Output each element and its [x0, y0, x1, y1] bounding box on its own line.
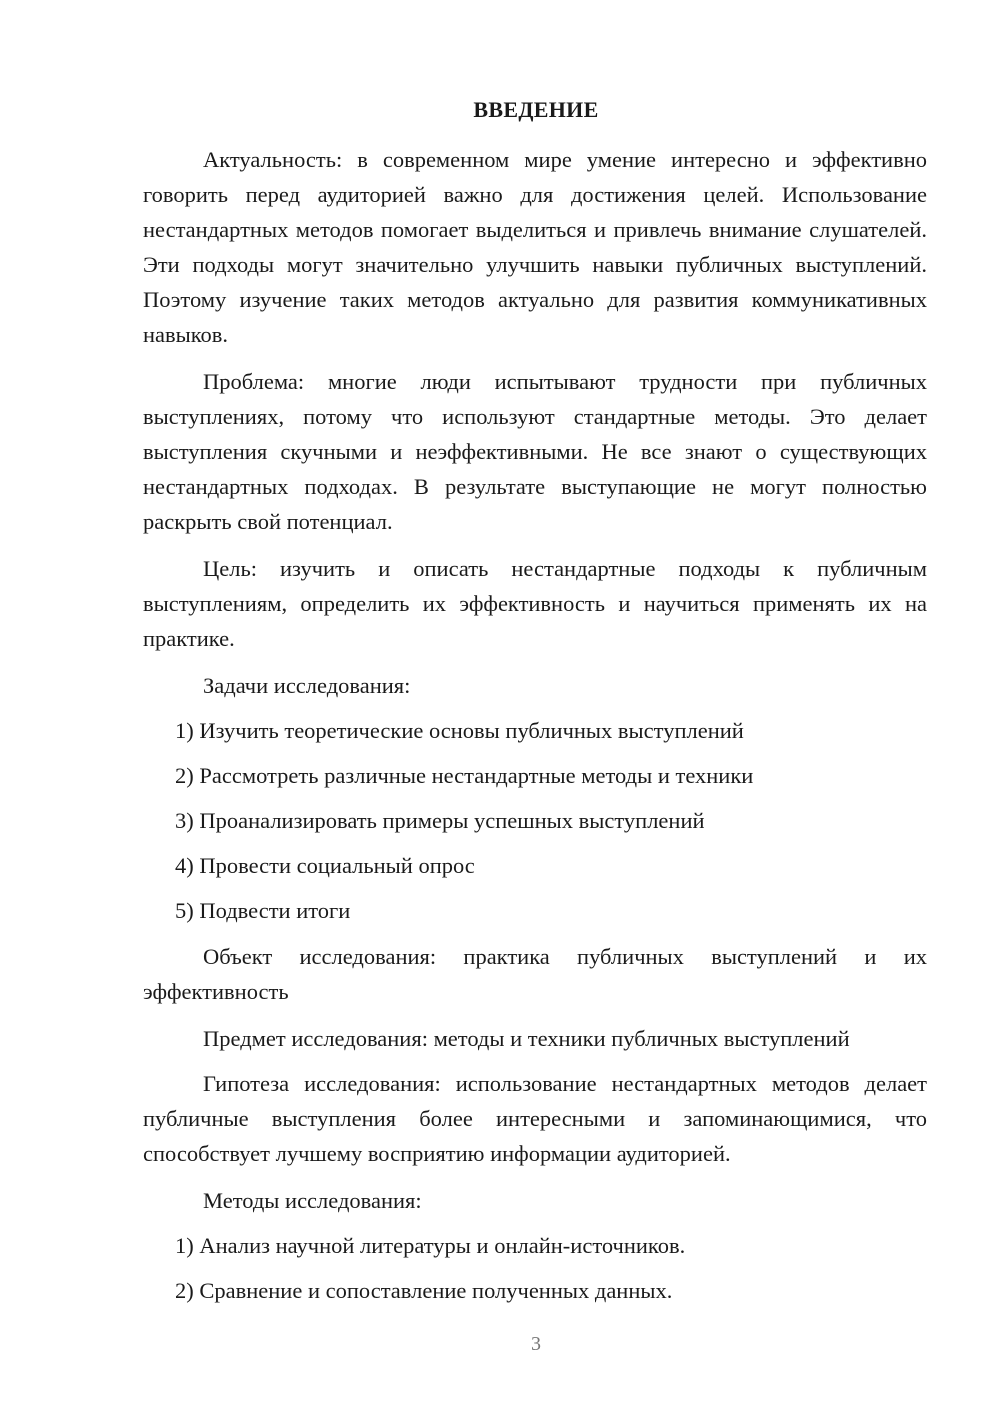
problem-text: Проблема: многие люди испытывают трудности при публичных выступлениях, потому что используют стандартные методы. Это делает выступления скучными и неэффективными. Не все знают о существующих нестандартных подходах. В результате выступающие не могут полностью раскрыть свой потенциал. — [143, 369, 927, 534]
page-number: 3 — [531, 1333, 541, 1355]
relevance-text: Актуальность: в современном мире умение интересно и эффективно говорить перед аудиторией важно для достижения целей. Использование нестандартных методов помогает выделиться и привлечь внимание слушателей. Эти подходы могут значительно улучшить навыки публичных выступлений. Поэтому изучение таких методов актуально для развития коммуникативных навыков. — [143, 147, 927, 347]
subject-text: Предмет исследования: методы и техники публичных выступлений — [203, 1026, 850, 1051]
list-item: 2) Рассмотреть различные нестандартные методы и техники — [175, 763, 754, 788]
list-item: 5) Подвести итоги — [175, 898, 351, 923]
object-text: Объект исследования: практика публичных выступлений и их эффективность — [143, 944, 927, 1004]
tasks-heading-block — [143, 668, 927, 703]
list-item: 4) Провести социальный опрос — [175, 853, 475, 878]
paragraph-object — [143, 939, 927, 1009]
paragraph-hypothesis — [143, 1066, 927, 1171]
paragraph-subject — [143, 1021, 927, 1056]
tasks-heading: Задачи исследования: — [203, 673, 411, 698]
list-item: 1) Изучить теоретические основы публичных выступлений — [175, 718, 744, 743]
list-item: 3) Проанализировать примеры успешных выступлений — [175, 808, 705, 833]
tasks-list — [143, 758, 927, 793]
methods-heading-block — [143, 1183, 927, 1218]
methods-heading: Методы исследования: — [203, 1188, 422, 1213]
tasks-list — [143, 848, 927, 883]
hypothesis-text: Гипотеза исследования: использование нестандартных методов делает публичные выступления более интересными и запоминающимися, что способствует лучшему восприятию информации аудиторией. — [143, 1071, 927, 1166]
goal-text: Цель: изучить и описать нестандартные подходы к публичным выступлениям, определить их эффективность и научиться применять их на практике. — [143, 556, 927, 651]
paragraph-goal — [143, 551, 927, 656]
tasks-list — [143, 893, 927, 928]
paragraph-problem — [143, 364, 927, 539]
methods-list — [143, 1273, 927, 1308]
list-item: 1) Анализ научной литературы и онлайн-источников. — [175, 1233, 686, 1258]
tasks-list — [143, 803, 927, 838]
list-item: 2) Сравнение и сопоставление полученных данных. — [175, 1278, 673, 1303]
tasks-list — [143, 713, 927, 748]
page-title: ВВЕДЕНИЕ — [473, 97, 599, 122]
paragraph-relevance — [143, 142, 927, 352]
methods-list — [143, 1228, 927, 1263]
